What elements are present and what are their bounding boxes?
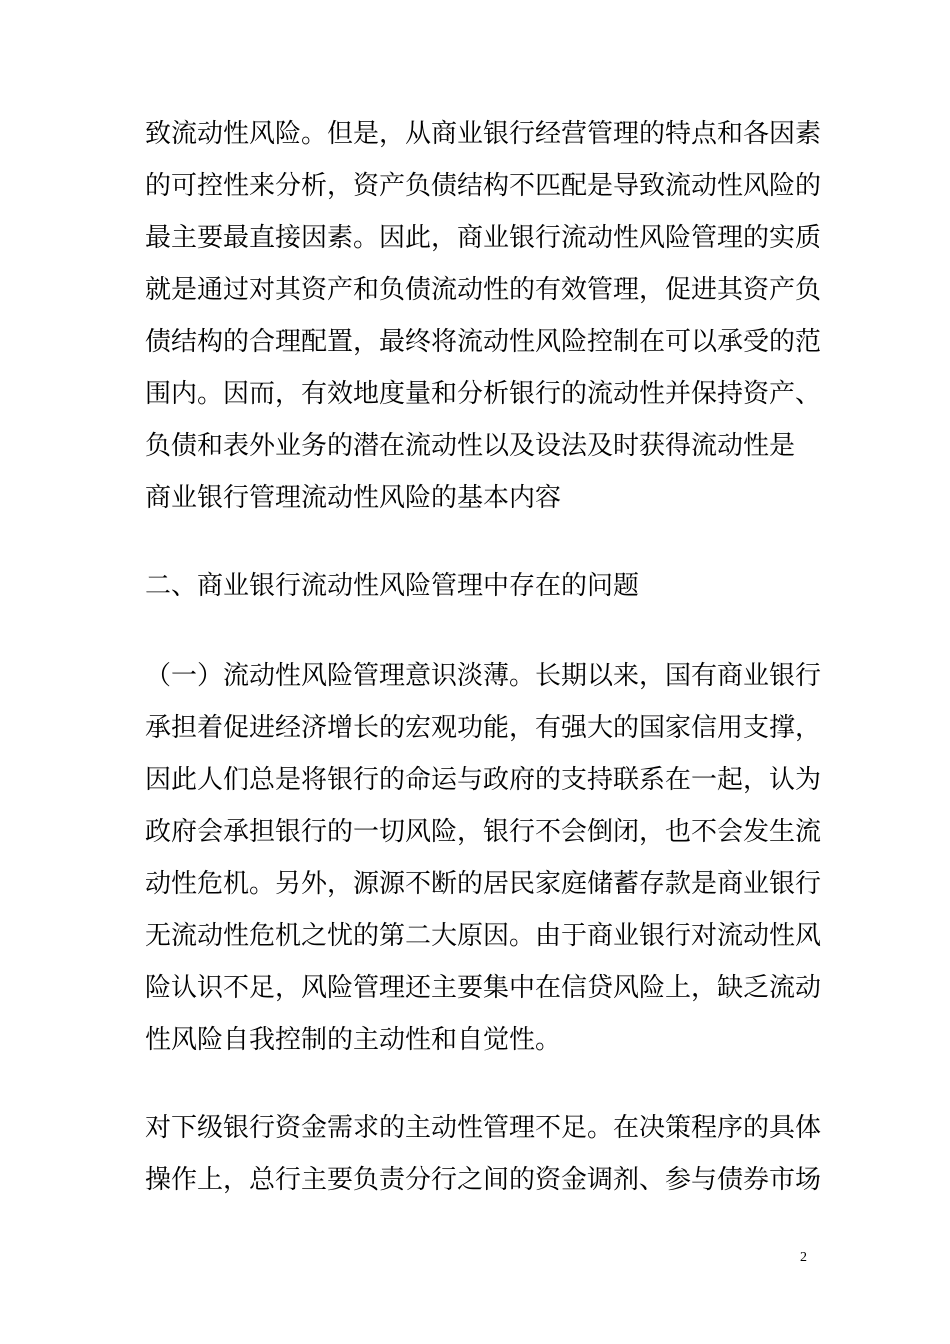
text-line: 最主要最直接因素。因此，商业银行流动性风险管理的实质 <box>145 223 822 253</box>
text-line: 险认识不足，风险管理还主要集中在信贷风险上，缺乏流动 <box>145 973 822 1003</box>
text-line: 政府会承担银行的一切风险，银行不会倒闭，也不会发生流 <box>145 817 822 847</box>
text-line: 操作上，总行主要负责分行之间的资金调剂、参与债券市场 <box>145 1165 822 1195</box>
text-line: 围内。因而，有效地度量和分析银行的流动性并保持资产、 <box>145 379 822 409</box>
text-line: 的可控性来分析，资产负债结构不匹配是导致流动性风险的 <box>145 171 822 201</box>
section-heading: 二、商业银行流动性风险管理中存在的问题 <box>145 571 640 601</box>
text-line: 对下级银行资金需求的主动性管理不足。在决策程序的具体 <box>145 1113 822 1143</box>
text-line: 动性危机。另外，源源不断的居民家庭储蓄存款是商业银行 <box>145 869 822 899</box>
text-line: 承担着促进经济增长的宏观功能，有强大的国家信用支撑， <box>145 713 822 743</box>
text-line: 债结构的合理配置，最终将流动性风险控制在可以承受的范 <box>145 327 822 357</box>
text-line: 致流动性风险。但是，从商业银行经营管理的特点和各因素 <box>145 119 822 149</box>
text-line: 商业银行管理流动性风险的基本内容 <box>145 483 562 513</box>
text-line: （一）流动性风险管理意识淡薄。长期以来，国有商业银行 <box>145 661 822 691</box>
text-line: 就是通过对其资产和负债流动性的有效管理，促进其资产负 <box>145 275 822 305</box>
text-line: 无流动性危机之忧的第二大原因。由于商业银行对流动性风 <box>145 921 822 951</box>
text-line: 负债和表外业务的潜在流动性以及设法及时获得流动性是 <box>145 431 796 461</box>
text-line: 性风险自我控制的主动性和自觉性。 <box>145 1025 562 1055</box>
text-line: 因此人们总是将银行的命运与政府的支持联系在一起，认为 <box>145 765 822 795</box>
page-number: 2 <box>800 1250 807 1265</box>
